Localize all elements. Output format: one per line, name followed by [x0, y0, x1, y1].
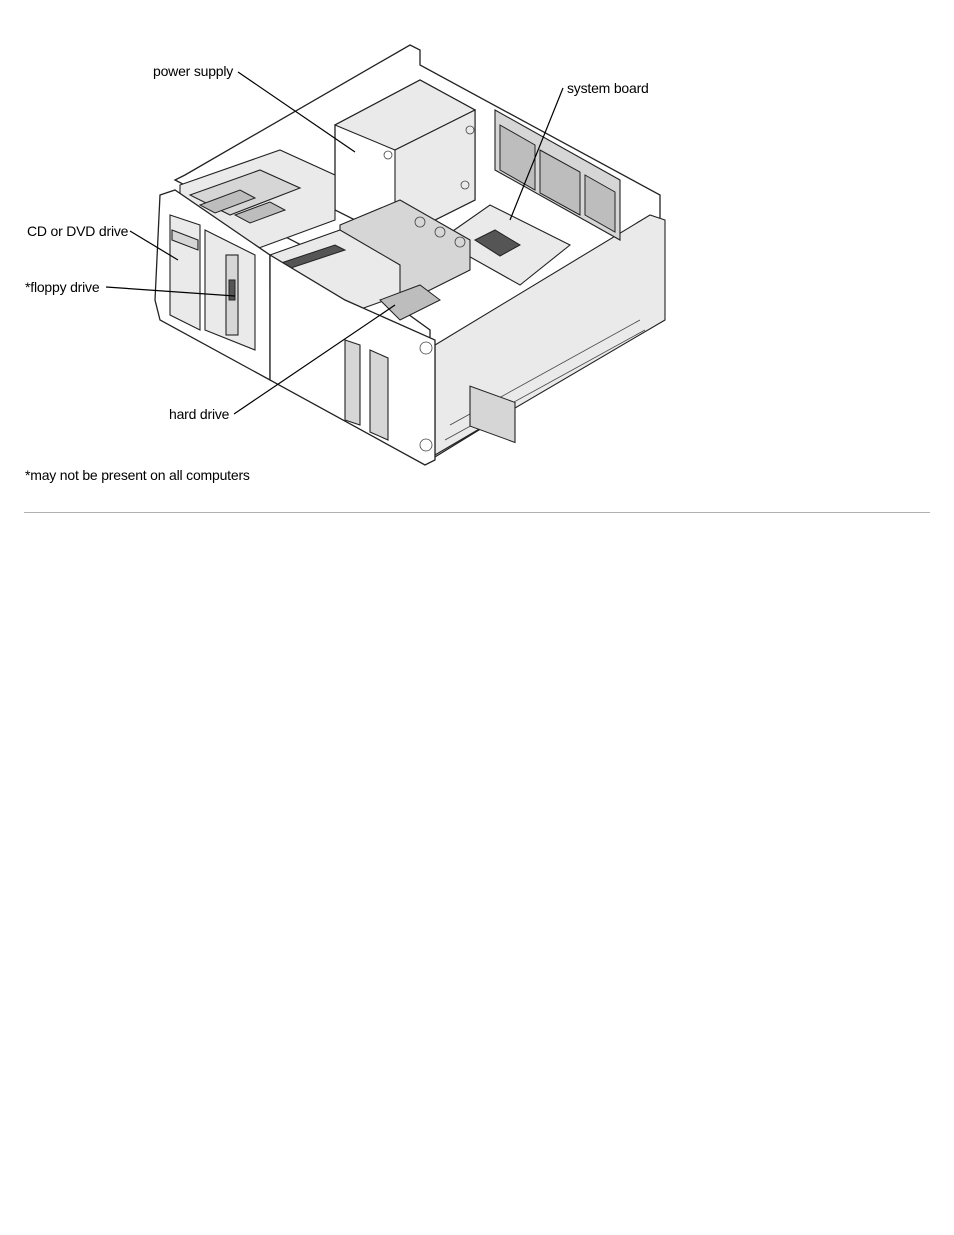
hard-drive-label: hard drive: [169, 406, 230, 422]
computer-interior-diagram: [0, 0, 954, 500]
floppy-drive-label: *floppy drive: [25, 279, 100, 295]
footnote: *may not be present on all computers: [25, 467, 250, 483]
power-supply-label: power supply: [153, 63, 234, 79]
cd-dvd-drive-label: CD or DVD drive: [27, 223, 129, 239]
system-board-label: system board: [567, 80, 649, 96]
horizontal-divider: [24, 512, 930, 513]
computer-chassis-illustration: [0, 0, 954, 500]
